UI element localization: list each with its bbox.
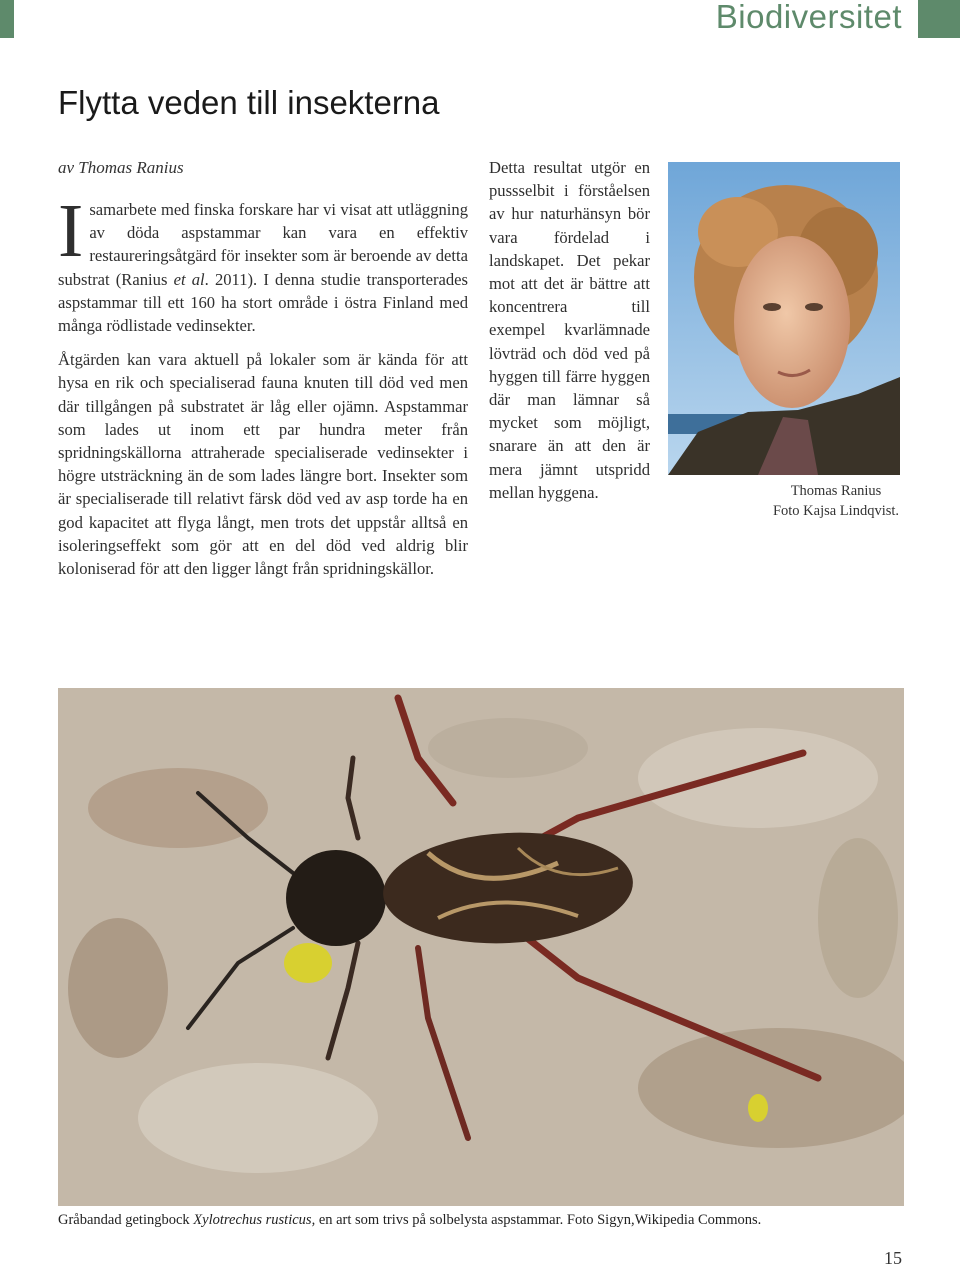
portrait-caption-credit: Foto Kajsa Lindqvist.: [772, 502, 900, 519]
photo-caption-text-a: Gråbandad getingbock: [58, 1212, 194, 1228]
drop-cap: I: [58, 189, 84, 273]
portrait-caption: [740, 482, 932, 521]
intro-text-b: . 2011). I denna studie transporterades aspstammar till ett 160 ha stort område i östra Finland med många rödlistade vedinsekter.: [58, 269, 468, 336]
photo-caption: [58, 1212, 761, 1229]
paragraph-measure: Åtgärden kan vara aktuell på lokaler som är kända för att hysa en rik och specialiserad fauna knuten till död ved men där tillgången på substratet är låg eller ojämn. Aspstammar som lades ut inom ett par hundra meter från spridningskällorna attraherade specialiserade vedinsekter i högre utsträckning än de som lades längre bort. Insekter som är specialiserade till relativt färsk död ved av asp torde ha en god kapacitet att flyga långt, men trots det uppstår alltså en isoleringseffekt som gör att en del död ved aldrig blir koloniserad för att den ligger långt från spridningskällor.: [58, 350, 468, 579]
author-portrait: [668, 162, 900, 475]
beetle-photo: [58, 688, 904, 1206]
paragraph-conclusion: Detta resultat utgör en pussselbit i förståelsen av hur naturhänsyn bör vara fördelad i landskapet. Det pekar mot att det är bättre att koncentrera till exempel kvarlämnade lövträd och död ved på hyggen till färre hyggen där man lämnar så mycket som möjligt, snarare än att den är mera jämnt utspridd mellan hyggena.: [489, 158, 650, 502]
intro-text-a: samarbete med finska forskare har vi visat att utläggning av döda aspstammar kan vara en effektiv restaureringsåtgärd för insekter som är beroende av detta substrat (Ranius: [58, 200, 468, 289]
portrait-caption-name: Thomas Ranius: [790, 483, 882, 499]
body-column-left: [58, 189, 468, 580]
photo-caption-text-b: en art som trivs på solbelysta aspstammar. Foto Sigyn,Wikipedia Commons.: [315, 1212, 762, 1228]
section-label: Biodiversitet: [715, 0, 902, 35]
photo-caption-species: Xylotrechus rusticus,: [193, 1212, 316, 1228]
byline: av Thomas Ranius: [58, 158, 184, 177]
article-title: Flytta veden till insekterna: [58, 84, 440, 121]
intro-italic: et al: [173, 269, 205, 289]
header-accent-bar-left: [0, 0, 14, 38]
page-number: 15: [884, 1248, 902, 1268]
paragraph-intro: [58, 189, 468, 337]
header-accent-bar-right: [918, 0, 960, 38]
body-column-middle: [489, 156, 650, 504]
